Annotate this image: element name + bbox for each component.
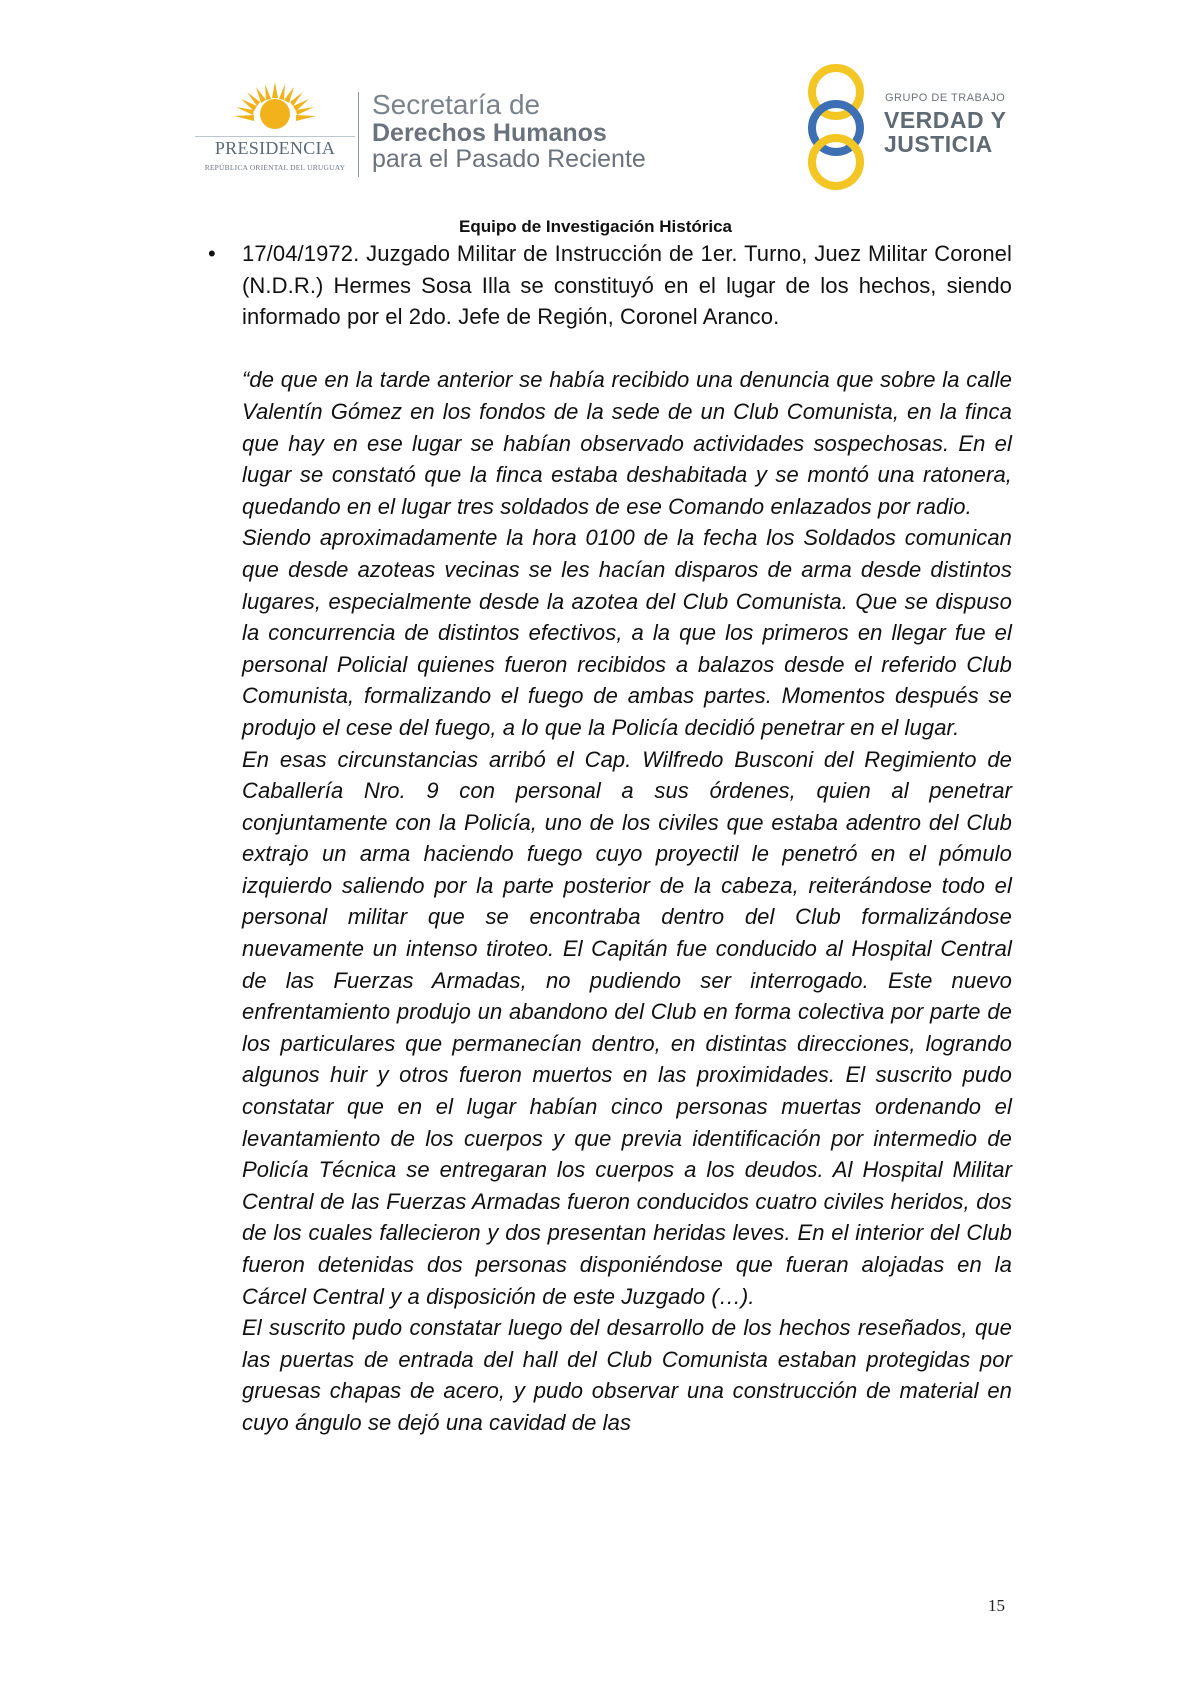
quote-paragraph: Siendo aproximadamente la hora 0100 de la fecha los Soldados comunican que desde azoteas vecinas se les hacían disparos de arma desde distintos lugares, especialmente desde la azotea del Club Comunista. Que se dispuso la concurrencia de distintos efectivos, a la que los primeros en llegar fue el personal Policial quienes fueron recibidos a balazos desde el referido Club Comunista, formalizando el fuego de ambas partes. Momentos después se produjo el cese del fuego, a lo que la Policía decidió penetrar en el lugar.	[242, 525, 1012, 740]
bullet-icon: •	[208, 241, 216, 266]
gtvj-line-1: VERDAD Y	[884, 107, 1007, 133]
section-title: Equipo de Investigación Histórica	[459, 217, 732, 236]
gtvj-line-2: JUSTICIA	[884, 131, 993, 157]
sun-icon	[230, 80, 320, 138]
gtvj-small-label: GRUPO DE TRABAJO	[885, 92, 1006, 104]
quote-paragraph: “de que en la tarde anterior se había recibido una denuncia que sobre la calle Valentín Gómez en los fondos de la sede de un Club Comunista, en la finca que hay en ese lugar se habían observado actividades sospechosas. En el lugar se constató que la finca estaba deshabitada y se montó una ratonera, quedando en el lugar tres soldados de ese Comando enlazados por radio.	[242, 367, 1012, 519]
document-body	[208, 238, 1012, 1439]
secretaria-line-1: Secretaría de	[372, 89, 541, 120]
secretaria-logo-text	[372, 90, 646, 172]
linked-rings-icon	[800, 62, 880, 192]
presidencia-logo	[195, 80, 355, 185]
bullet-item	[208, 238, 1012, 333]
page-number: 15	[988, 1596, 1005, 1615]
quoted-testimony	[242, 364, 1012, 1438]
presidencia-wordmark: PRESIDENCIA	[214, 138, 336, 158]
intro-paragraph: 17/04/1972. Juzgado Militar de Instrucción de 1er. Turno, Juez Militar Coronel (N.D.R.) Hermes Sosa Illa se constituyó en el lugar de los hechos, siendo informado por el 2do. Jefe de Región, Coronel Aranco.	[242, 241, 1012, 330]
secretaria-line-3: para el Pasado Reciente	[372, 145, 646, 173]
quote-paragraph: En esas circunstancias arribó el Cap. Wilfredo Busconi del Regimiento de Caballería Nro. 9 con personal a sus órdenes, quien al penetrar conjuntamente con la Policía, uno de los civiles que estaba adentro del Club extrajo un arma haciendo fuego cuyo proyectil le penetró en el pómulo izquierdo saliendo por la parte posterior de la cabeza, reiterándose todo el personal militar que se encontraba dentro del Club formalizándose nuevamente un intenso tiroteo. El Capitán fue conducido al Hospital Central de las Fuerzas Armadas, no pudiendo ser interrogado. Este nuevo enfrentamiento produjo un abandono del Club en forma colectiva por parte de los particulares que permanecían dentro, en distintas direcciones, logrando algunos huir y otros fueron muertos en las proximidades. El suscrito pudo constatar que en el lugar habían cinco personas muertas ordenando el levantamiento de los cuerpos y que previa identificación por intermedio de Policía Técnica se entregaran los cuerpos a los deudos. Al Hospital Militar Central de las Fuerzas Armadas fueron conducidos cuatro civiles heridos, dos de los cuales fallecieron y dos presentan heridas leves. En el interior del Club fueron detenidas dos personas disponiéndose que fueran alojadas en la Cárcel Central y a disposición de este Juzgado (…).	[242, 746, 1012, 1309]
page-header	[0, 0, 1191, 215]
presidencia-subtitle: REPÚBLICA ORIENTAL DEL URUGUAY	[204, 163, 346, 172]
quote-paragraph: El suscrito pudo constatar luego del desarrollo de los hechos reseñados, que las puertas de entrada del hall del Club Comunista estaban protegidas por gruesas chapas de acero, y pudo observar una construcción de material en cuyo ángulo se dejó una cavidad de las	[242, 1315, 1012, 1435]
grupo-trabajo-logo	[800, 62, 1020, 192]
paragraph-gap	[242, 333, 1012, 365]
secretaria-line-2: Derechos Humanos	[372, 119, 607, 147]
header-divider	[358, 92, 359, 177]
